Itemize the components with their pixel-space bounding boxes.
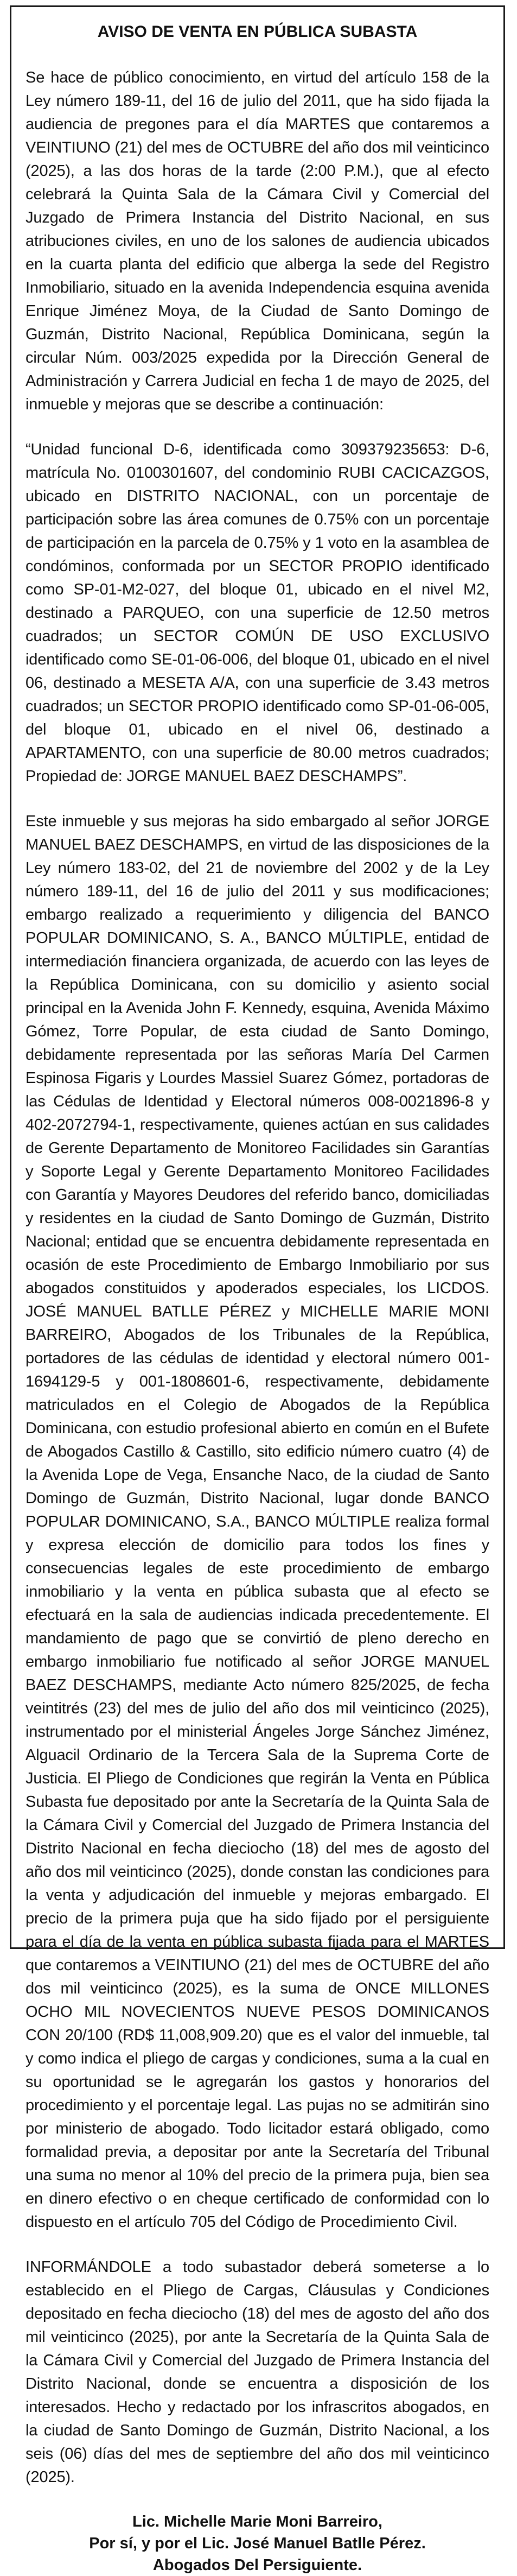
signature-line-behalf: Por sí, y por el Lic. José Manuel Batlle Pérez. <box>89 2535 426 2552</box>
signature-line-attorney: Lic. Michelle Marie Moni Barreiro, <box>132 2513 382 2530</box>
paragraph-hearing-announcement: Se hace de público conocimiento, en virtud del artículo 158 de la Ley número 189-11, del 16 de julio del 2011, que ha sido fijada la audiencia de pregones para el día MARTES que contaremos a VEINTIUNO (21) del mes de OCTUBRE del año dos mil veinticinco (2025), a las dos horas de la tarde (2:00 P.M.), que al efecto celebrará la Quinta Sala de la Cámara Civil y Comercial del Juzgado de Primera Instancia del Distrito Nacional, en sus atribuciones civiles, en uno de los salones de audiencia ubicados en la cuarta planta del edificio que alberga la sede del Registro Inmobiliario, situado en la avenida Independencia esquina avenida Enrique Jiménez Moya, de la Ciudad de Santo Domingo de Guzmán, Distrito Nacional, República Dominicana, según la circular Núm. 003/2025 expedida por la Dirección General de Administración y Carrera Judicial en fecha 1 de mayo de 2025, del inmueble y mejoras que se describe a continuación: <box>25 69 489 413</box>
paragraph-seizure-details: Este inmueble y sus mejoras ha sido embargado al señor JORGE MANUEL BAEZ DESCHAMPS, en virtud de las disposiciones de la Ley número 183-02, del 21 de noviembre del 2002 y de la Ley número 189-11, del 16 de julio del 2011 y sus modificaciones; embargo realizado a requerimiento y diligencia del BANCO POPULAR DOMINICANO, S. A., BANCO MÚLTIPLE, entidad de intermediación financiera organizada, de acuerdo con las leyes de la República Dominicana, con su domicilio y asiento social principal en la Avenida John F. Kennedy, esquina, Avenida Máximo Gómez, Torre Popular, de esta ciudad de Santo Domingo, debidamente representada por las señoras María Del Carmen Espinosa Figaris y Lourdes Massiel Suarez Gómez, portadoras de las Cédulas de Identidad y Electoral números 008-0021896-8 y 402-2072794-1, respectivamente, quienes actúan en sus calidades de Gerente Departamento de Monitoreo Facilidades sin Garantías y Soporte Legal y Gerente Departamento Monitoreo Facilidades con Garantía y Mayores Deudores del referido banco, domiciliadas y residentes en la ciudad de Santo Domingo de Guzmán, Distrito Nacional; entidad que se encuentra debidamente representada en ocasión de este Procedimiento de Embargo Inmobiliario por sus abogados constituidos y apoderados especiales, los LICDOS. JOSÉ MANUEL BATLLE PÉREZ y MICHELLE MARIE MONI BARREIRO, Abogados de los Tribunales de la República, portadores de las cédulas de identidad y electoral número 001-1694129-5 y 001-1808601-6, respectivamente, debidamente matriculados en el Colegio de Abogados de la República Dominicana, con estudio profesional abierto en común en el Bufete de Abogados Castillo & Castillo, sito edificio número cuatro (4) de la Avenida Lope de Vega, Ensanche Naco, de la ciudad de Santo Domingo de Guzmán, Distrito Nacional, lugar donde BANCO POPULAR DOMINICANO, S.A., BANCO MÚLTIPLE realiza formal y expresa elección de domicilio para todos los fines y consecuencias legales de este procedimiento de embargo inmobiliario y la venta en pública subasta que al efecto se efectuará en la sala de audiencias indicada precedentemente. El mandamiento de pago que se convirtió de pleno derecho en embargo inmobiliario fue notificado al señor JORGE MANUEL BAEZ DESCHAMPS, mediante Acto número 825/2025, de fecha veintitrés (23) del mes de julio del año dos mil veinticinco (2025), instrumentado por el ministerial Ángeles Jorge Sánchez Jiménez, Alguacil Ordinario de la Tercera Sala de la Suprema Corte de Justicia. El Pliego de Condiciones que regirán la Venta en Pública Subasta fue depositado por ante la Secretaría de la Quinta Sala de la Cámara Civil y Comercial del Juzgado de Primera Instancia del Distrito Nacional en fecha dieciocho (18) del mes de agosto del año dos mil veinticinco (2025), donde constan las condiciones para la venta y adjudicación del inmueble y mejoras embargado. El precio de la primera puja que ha sido fijado por el persiguiente para el día de la venta en pública subasta fijada para el MARTES que contaremos a VEINTIUNO (21) del mes de OCTUBRE del año dos mil veinticinco (2025), es la suma de ONCE MILLONES OCHO MIL NOVECIENTOS NUEVE PESOS DOMINICANOS CON 20/100 (RD$ 11,008,909.20) que es el valor del inmueble, tal y como indica el pliego de cargas y condiciones, suma a la cual en su oportunidad se le agregarán los gastos y honorarios del procedimiento y el porcentaje legal. Las pujas no se admitirán sino por ministerio de abogado. Todo licitador estará obligado, como formalidad previa, a depositar por ante la Secretaría del Tribunal una suma no menor al 10% del precio de la primera puja, bien sea en dinero efectivo o en cheque certificado de conformidad con lo dispuesto en el artículo 705 del Código de Procedimiento Civil. <box>25 813 489 2231</box>
auction-notice <box>10 5 505 2574</box>
paragraph-property-description: “Unidad funcional D-6, identificada como 309379235653: D-6, matrícula No. 0100301607, del condominio RUBI CACICAZGOS, ubicado en DISTRITO NACIONAL, con un porcentaje de participación sobre las área comunes de 0.75% con un porcentaje de participación en la parcela de 0.75% y 1 voto en la asamblea de condóminos, conformada por un SECTOR PROPIO identificado como SP-01-M2-027, del bloque 01, ubicado en el nivel M2, destinado a PARQUEO, con una superficie de 12.50 metros cuadrados; un SECTOR COMÚN DE USO EXCLUSIVO identificado como SE-01-06-006, del bloque 01, ubicado en el nivel 06, destinado a MESETA A/A, con una superficie de 3.43 metros cuadrados; un SECTOR PROPIO identificado como SP-01-06-005, del bloque 01, ubicado en el nivel 06, destinado a APARTAMENTO, con una superficie de 80.00 metros cuadrados; Propiedad de: JORGE MANUEL BAEZ DESCHAMPS”. <box>25 441 489 785</box>
signature-block <box>25 2511 489 2576</box>
paragraph-bidder-information: INFORMÁNDOLE a todo subastador deberá someterse a lo establecido en el Pliego de Cargas, Cláusulas y Condiciones depositado en fecha dieciocho (18) del mes de agosto del año dos mil veinticinco (2025), por ante la Secretaría de la Quinta Sala de la Cámara Civil y Comercial del Juzgado de Primera Instancia del Distrito Nacional, donde se encuentra a disposición de los interesados. Hecho y redactado por los infrascritos abogados, en la ciudad de Santo Domingo de Guzmán, Distrito Nacional, a los seis (06) días del mes de septiembre del año dos mil veinticinco (2025). <box>25 2258 489 2486</box>
signature-line-role: Abogados Del Persiguiente. <box>152 2556 362 2574</box>
notice-title: AVISO DE VENTA EN PÚBLICA SUBASTA <box>97 23 418 41</box>
